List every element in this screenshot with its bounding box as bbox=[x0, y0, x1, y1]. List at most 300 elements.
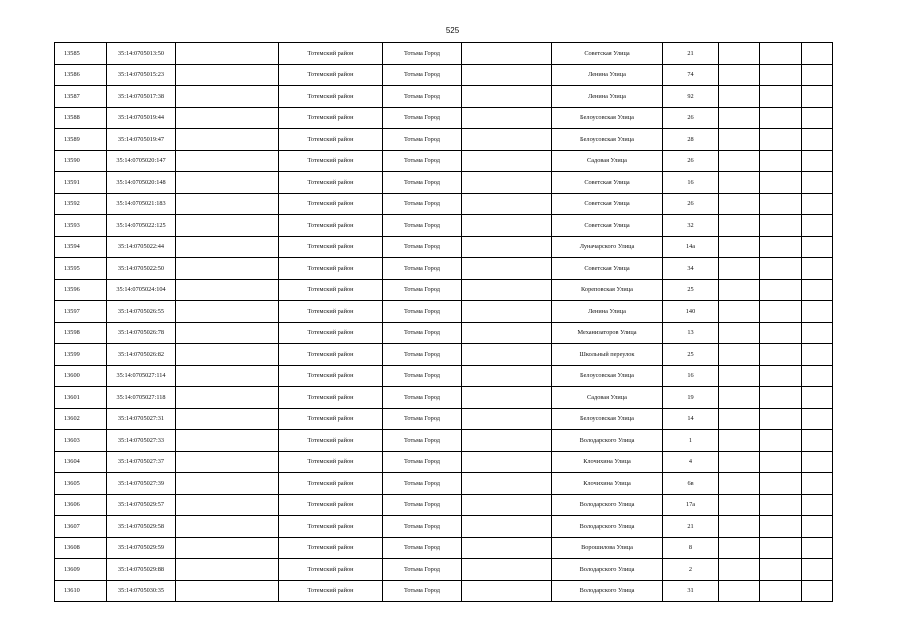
empty-cell bbox=[462, 64, 552, 86]
empty-cell bbox=[462, 279, 552, 301]
empty-cell bbox=[462, 516, 552, 538]
empty-cell bbox=[719, 150, 760, 172]
empty-cell bbox=[462, 451, 552, 473]
cadastral-number-cell: 35:14:0705019:44 bbox=[107, 107, 176, 129]
empty-cell bbox=[176, 365, 279, 387]
city-cell: Тотьма Город bbox=[383, 365, 462, 387]
district-cell: Тотемский район bbox=[279, 408, 383, 430]
district-cell: Тотемский район bbox=[279, 193, 383, 215]
city-cell: Тотьма Город bbox=[383, 494, 462, 516]
cadastral-number-cell: 35:14:0705024:104 bbox=[107, 279, 176, 301]
house-number-cell: 25 bbox=[663, 279, 719, 301]
district-cell: Тотемский район bbox=[279, 64, 383, 86]
table-row bbox=[55, 107, 833, 129]
street-cell: Ленина Улица bbox=[552, 64, 663, 86]
cadastral-number-cell: 35:14:0705027:37 bbox=[107, 451, 176, 473]
empty-cell bbox=[760, 408, 802, 430]
empty-cell bbox=[802, 344, 833, 366]
house-number-cell: 1 bbox=[663, 430, 719, 452]
city-cell: Тотьма Город bbox=[383, 279, 462, 301]
street-cell: Белоусовская Улица bbox=[552, 365, 663, 387]
street-cell: Механизаторов Улица bbox=[552, 322, 663, 344]
city-cell: Тотьма Город bbox=[383, 559, 462, 581]
empty-cell bbox=[760, 580, 802, 602]
street-cell: Садовая Улица bbox=[552, 150, 663, 172]
row-number-cell: 13587 bbox=[55, 86, 107, 108]
empty-cell bbox=[802, 43, 833, 65]
empty-cell bbox=[760, 365, 802, 387]
house-number-cell: 14а bbox=[663, 236, 719, 258]
house-number-cell: 26 bbox=[663, 193, 719, 215]
house-number-cell: 32 bbox=[663, 215, 719, 237]
empty-cell bbox=[719, 365, 760, 387]
row-number-cell: 13603 bbox=[55, 430, 107, 452]
house-number-cell: 14 bbox=[663, 408, 719, 430]
empty-cell bbox=[802, 129, 833, 151]
cadastral-number-cell: 35:14:0705027:33 bbox=[107, 430, 176, 452]
empty-cell bbox=[719, 86, 760, 108]
table-row bbox=[55, 279, 833, 301]
empty-cell bbox=[719, 408, 760, 430]
empty-cell bbox=[462, 344, 552, 366]
empty-cell bbox=[462, 537, 552, 559]
row-number-cell: 13602 bbox=[55, 408, 107, 430]
empty-cell bbox=[719, 516, 760, 538]
street-cell: Кореповская Улица bbox=[552, 279, 663, 301]
cadastral-number-cell: 35:14:0705022:44 bbox=[107, 236, 176, 258]
row-number-cell: 13601 bbox=[55, 387, 107, 409]
empty-cell bbox=[802, 430, 833, 452]
table-row bbox=[55, 387, 833, 409]
empty-cell bbox=[802, 494, 833, 516]
cadastral-number-cell: 35:14:0705013:50 bbox=[107, 43, 176, 65]
district-cell: Тотемский район bbox=[279, 580, 383, 602]
row-number-cell: 13598 bbox=[55, 322, 107, 344]
street-cell: Советская Улица bbox=[552, 215, 663, 237]
cadastral-number-cell: 35:14:0705017:38 bbox=[107, 86, 176, 108]
house-number-cell: 19 bbox=[663, 387, 719, 409]
district-cell: Тотемский район bbox=[279, 516, 383, 538]
empty-cell bbox=[719, 64, 760, 86]
empty-cell bbox=[176, 537, 279, 559]
empty-cell bbox=[760, 301, 802, 323]
empty-cell bbox=[802, 86, 833, 108]
empty-cell bbox=[176, 279, 279, 301]
empty-cell bbox=[176, 86, 279, 108]
empty-cell bbox=[719, 258, 760, 280]
district-cell: Тотемский район bbox=[279, 430, 383, 452]
cadastral-number-cell: 35:14:0705026:78 bbox=[107, 322, 176, 344]
empty-cell bbox=[462, 107, 552, 129]
empty-cell bbox=[462, 236, 552, 258]
district-cell: Тотемский район bbox=[279, 387, 383, 409]
empty-cell bbox=[462, 430, 552, 452]
house-number-cell: 31 bbox=[663, 580, 719, 602]
row-number-cell: 13605 bbox=[55, 473, 107, 495]
row-number-cell: 13593 bbox=[55, 215, 107, 237]
empty-cell bbox=[462, 580, 552, 602]
row-number-cell: 13597 bbox=[55, 301, 107, 323]
empty-cell bbox=[760, 43, 802, 65]
empty-cell bbox=[802, 193, 833, 215]
empty-cell bbox=[760, 430, 802, 452]
row-number-cell: 13585 bbox=[55, 43, 107, 65]
cadastral-number-cell: 35:14:0705022:50 bbox=[107, 258, 176, 280]
row-number-cell: 13594 bbox=[55, 236, 107, 258]
street-cell: Ленина Улица bbox=[552, 86, 663, 108]
empty-cell bbox=[719, 559, 760, 581]
row-number-cell: 13606 bbox=[55, 494, 107, 516]
empty-cell bbox=[462, 408, 552, 430]
city-cell: Тотьма Город bbox=[383, 215, 462, 237]
table-row bbox=[55, 64, 833, 86]
empty-cell bbox=[760, 537, 802, 559]
row-number-cell: 13586 bbox=[55, 64, 107, 86]
street-cell: Ленина Улица bbox=[552, 301, 663, 323]
empty-cell bbox=[176, 516, 279, 538]
empty-cell bbox=[760, 172, 802, 194]
city-cell: Тотьма Город bbox=[383, 258, 462, 280]
empty-cell bbox=[176, 580, 279, 602]
city-cell: Тотьма Город bbox=[383, 236, 462, 258]
row-number-cell: 13609 bbox=[55, 559, 107, 581]
empty-cell bbox=[176, 193, 279, 215]
city-cell: Тотьма Город bbox=[383, 107, 462, 129]
table-row bbox=[55, 43, 833, 65]
empty-cell bbox=[719, 107, 760, 129]
table-row bbox=[55, 559, 833, 581]
empty-cell bbox=[462, 322, 552, 344]
row-number-cell: 13607 bbox=[55, 516, 107, 538]
table-row bbox=[55, 301, 833, 323]
house-number-cell: 26 bbox=[663, 107, 719, 129]
empty-cell bbox=[176, 215, 279, 237]
empty-cell bbox=[176, 172, 279, 194]
row-number-cell: 13592 bbox=[55, 193, 107, 215]
empty-cell bbox=[176, 559, 279, 581]
cadastral-number-cell: 35:14:0705027:118 bbox=[107, 387, 176, 409]
house-number-cell: 6в bbox=[663, 473, 719, 495]
empty-cell bbox=[719, 172, 760, 194]
row-number-cell: 13588 bbox=[55, 107, 107, 129]
cadastral-number-cell: 35:14:0705026:82 bbox=[107, 344, 176, 366]
empty-cell bbox=[802, 408, 833, 430]
city-cell: Тотьма Город bbox=[383, 301, 462, 323]
street-cell: Володарского Улица bbox=[552, 430, 663, 452]
empty-cell bbox=[760, 279, 802, 301]
empty-cell bbox=[176, 430, 279, 452]
street-cell: Советская Улица bbox=[552, 43, 663, 65]
city-cell: Тотьма Город bbox=[383, 129, 462, 151]
empty-cell bbox=[176, 64, 279, 86]
house-number-cell: 21 bbox=[663, 516, 719, 538]
district-cell: Тотемский район bbox=[279, 258, 383, 280]
table-row bbox=[55, 365, 833, 387]
district-cell: Тотемский район bbox=[279, 279, 383, 301]
empty-cell bbox=[760, 129, 802, 151]
table-row bbox=[55, 537, 833, 559]
empty-cell bbox=[760, 344, 802, 366]
row-number-cell: 13589 bbox=[55, 129, 107, 151]
empty-cell bbox=[176, 301, 279, 323]
house-number-cell: 92 bbox=[663, 86, 719, 108]
empty-cell bbox=[760, 258, 802, 280]
empty-cell bbox=[802, 64, 833, 86]
row-number-cell: 13590 bbox=[55, 150, 107, 172]
empty-cell bbox=[760, 322, 802, 344]
empty-cell bbox=[176, 150, 279, 172]
house-number-cell: 13 bbox=[663, 322, 719, 344]
empty-cell bbox=[760, 107, 802, 129]
table-row bbox=[55, 215, 833, 237]
district-cell: Тотемский район bbox=[279, 172, 383, 194]
empty-cell bbox=[719, 473, 760, 495]
cadastral-number-cell: 35:14:0705027:114 bbox=[107, 365, 176, 387]
street-cell: Клочихина Улица bbox=[552, 473, 663, 495]
empty-cell bbox=[802, 258, 833, 280]
empty-cell bbox=[176, 43, 279, 65]
empty-cell bbox=[760, 387, 802, 409]
district-cell: Тотемский район bbox=[279, 537, 383, 559]
cadastral-number-cell: 35:14:0705027:31 bbox=[107, 408, 176, 430]
district-cell: Тотемский район bbox=[279, 322, 383, 344]
empty-cell bbox=[719, 301, 760, 323]
table-row bbox=[55, 258, 833, 280]
empty-cell bbox=[719, 215, 760, 237]
district-cell: Тотемский район bbox=[279, 451, 383, 473]
empty-cell bbox=[802, 215, 833, 237]
empty-cell bbox=[176, 387, 279, 409]
empty-cell bbox=[176, 258, 279, 280]
row-number-cell: 13596 bbox=[55, 279, 107, 301]
cadastral-number-cell: 35:14:0705015:23 bbox=[107, 64, 176, 86]
house-number-cell: 25 bbox=[663, 344, 719, 366]
house-number-cell: 17а bbox=[663, 494, 719, 516]
street-cell: Советская Улица bbox=[552, 193, 663, 215]
street-cell: Советская Улица bbox=[552, 172, 663, 194]
row-number-cell: 13604 bbox=[55, 451, 107, 473]
empty-cell bbox=[760, 451, 802, 473]
table-row bbox=[55, 430, 833, 452]
table-row bbox=[55, 150, 833, 172]
district-cell: Тотемский район bbox=[279, 473, 383, 495]
table-row bbox=[55, 86, 833, 108]
empty-cell bbox=[760, 86, 802, 108]
empty-cell bbox=[462, 494, 552, 516]
city-cell: Тотьма Город bbox=[383, 86, 462, 108]
empty-cell bbox=[176, 494, 279, 516]
empty-cell bbox=[462, 387, 552, 409]
empty-cell bbox=[719, 387, 760, 409]
empty-cell bbox=[760, 193, 802, 215]
house-number-cell: 2 bbox=[663, 559, 719, 581]
empty-cell bbox=[802, 236, 833, 258]
city-cell: Тотьма Город bbox=[383, 150, 462, 172]
row-number-cell: 13595 bbox=[55, 258, 107, 280]
empty-cell bbox=[719, 322, 760, 344]
city-cell: Тотьма Город bbox=[383, 516, 462, 538]
empty-cell bbox=[176, 473, 279, 495]
empty-cell bbox=[760, 494, 802, 516]
house-number-cell: 140 bbox=[663, 301, 719, 323]
city-cell: Тотьма Город bbox=[383, 537, 462, 559]
district-cell: Тотемский район bbox=[279, 107, 383, 129]
table-row bbox=[55, 193, 833, 215]
cadastral-number-cell: 35:14:0705020:148 bbox=[107, 172, 176, 194]
table-row bbox=[55, 451, 833, 473]
house-number-cell: 28 bbox=[663, 129, 719, 151]
empty-cell bbox=[719, 430, 760, 452]
empty-cell bbox=[802, 301, 833, 323]
empty-cell bbox=[462, 86, 552, 108]
empty-cell bbox=[462, 172, 552, 194]
empty-cell bbox=[176, 344, 279, 366]
empty-cell bbox=[462, 301, 552, 323]
empty-cell bbox=[176, 107, 279, 129]
cadastral-number-cell: 35:14:0705020:147 bbox=[107, 150, 176, 172]
empty-cell bbox=[719, 344, 760, 366]
empty-cell bbox=[719, 451, 760, 473]
district-cell: Тотемский район bbox=[279, 215, 383, 237]
street-cell: Володарского Улица bbox=[552, 516, 663, 538]
house-number-cell: 34 bbox=[663, 258, 719, 280]
city-cell: Тотьма Город bbox=[383, 172, 462, 194]
table-row bbox=[55, 408, 833, 430]
empty-cell bbox=[802, 516, 833, 538]
empty-cell bbox=[176, 322, 279, 344]
street-cell: Володарского Улица bbox=[552, 580, 663, 602]
empty-cell bbox=[802, 279, 833, 301]
page-number: 525 bbox=[445, 26, 460, 35]
empty-cell bbox=[719, 494, 760, 516]
cadastral-number-cell: 35:14:0705029:57 bbox=[107, 494, 176, 516]
house-number-cell: 21 bbox=[663, 43, 719, 65]
house-number-cell: 8 bbox=[663, 537, 719, 559]
city-cell: Тотьма Город bbox=[383, 387, 462, 409]
city-cell: Тотьма Город bbox=[383, 344, 462, 366]
empty-cell bbox=[462, 559, 552, 581]
house-number-cell: 26 bbox=[663, 150, 719, 172]
empty-cell bbox=[462, 129, 552, 151]
district-cell: Тотемский район bbox=[279, 150, 383, 172]
street-cell: Володарского Улица bbox=[552, 559, 663, 581]
empty-cell bbox=[802, 537, 833, 559]
city-cell: Тотьма Город bbox=[383, 322, 462, 344]
street-cell: Володарского Улица bbox=[552, 494, 663, 516]
street-cell: Белоусовская Улица bbox=[552, 129, 663, 151]
city-cell: Тотьма Город bbox=[383, 430, 462, 452]
table-row bbox=[55, 129, 833, 151]
house-number-cell: 16 bbox=[663, 365, 719, 387]
table-row bbox=[55, 236, 833, 258]
cadastral-number-cell: 35:14:0705019:47 bbox=[107, 129, 176, 151]
empty-cell bbox=[462, 215, 552, 237]
registry-rows bbox=[55, 43, 833, 602]
empty-cell bbox=[176, 236, 279, 258]
street-cell: Белоусовская Улица bbox=[552, 408, 663, 430]
city-cell: Тотьма Город bbox=[383, 64, 462, 86]
house-number-cell: 16 bbox=[663, 172, 719, 194]
empty-cell bbox=[802, 107, 833, 129]
empty-cell bbox=[802, 365, 833, 387]
empty-cell bbox=[462, 365, 552, 387]
district-cell: Тотемский район bbox=[279, 494, 383, 516]
empty-cell bbox=[760, 559, 802, 581]
row-number-cell: 13600 bbox=[55, 365, 107, 387]
empty-cell bbox=[802, 451, 833, 473]
registry-table bbox=[54, 42, 833, 602]
empty-cell bbox=[719, 129, 760, 151]
district-cell: Тотемский район bbox=[279, 129, 383, 151]
cadastral-number-cell: 35:14:0705027:39 bbox=[107, 473, 176, 495]
empty-cell bbox=[760, 236, 802, 258]
empty-cell bbox=[719, 580, 760, 602]
empty-cell bbox=[176, 451, 279, 473]
empty-cell bbox=[719, 236, 760, 258]
empty-cell bbox=[760, 516, 802, 538]
district-cell: Тотемский район bbox=[279, 344, 383, 366]
house-number-cell: 74 bbox=[663, 64, 719, 86]
empty-cell bbox=[802, 559, 833, 581]
empty-cell bbox=[176, 408, 279, 430]
empty-cell bbox=[802, 322, 833, 344]
street-cell: Советская Улица bbox=[552, 258, 663, 280]
row-number-cell: 13608 bbox=[55, 537, 107, 559]
cadastral-number-cell: 35:14:0705030:35 bbox=[107, 580, 176, 602]
district-cell: Тотемский район bbox=[279, 559, 383, 581]
empty-cell bbox=[760, 64, 802, 86]
cadastral-number-cell: 35:14:0705029:88 bbox=[107, 559, 176, 581]
empty-cell bbox=[176, 129, 279, 151]
empty-cell bbox=[719, 537, 760, 559]
district-cell: Тотемский район bbox=[279, 365, 383, 387]
empty-cell bbox=[760, 215, 802, 237]
cadastral-number-cell: 35:14:0705026:55 bbox=[107, 301, 176, 323]
cadastral-number-cell: 35:14:0705029:59 bbox=[107, 537, 176, 559]
house-number-cell: 4 bbox=[663, 451, 719, 473]
empty-cell bbox=[462, 150, 552, 172]
city-cell: Тотьма Город bbox=[383, 193, 462, 215]
district-cell: Тотемский район bbox=[279, 86, 383, 108]
district-cell: Тотемский район bbox=[279, 236, 383, 258]
empty-cell bbox=[760, 473, 802, 495]
city-cell: Тотьма Город bbox=[383, 408, 462, 430]
street-cell: Садовая Улица bbox=[552, 387, 663, 409]
empty-cell bbox=[462, 473, 552, 495]
empty-cell bbox=[802, 150, 833, 172]
street-cell: Школьный переулок bbox=[552, 344, 663, 366]
cadastral-number-cell: 35:14:0705021:183 bbox=[107, 193, 176, 215]
table-row bbox=[55, 473, 833, 495]
street-cell: Ворошилова Улица bbox=[552, 537, 663, 559]
empty-cell bbox=[462, 193, 552, 215]
city-cell: Тотьма Город bbox=[383, 451, 462, 473]
empty-cell bbox=[802, 580, 833, 602]
street-cell: Луначарского Улица bbox=[552, 236, 663, 258]
empty-cell bbox=[462, 43, 552, 65]
city-cell: Тотьма Город bbox=[383, 43, 462, 65]
empty-cell bbox=[719, 279, 760, 301]
district-cell: Тотемский район bbox=[279, 43, 383, 65]
street-cell: Клочихина Улица bbox=[552, 451, 663, 473]
table-row bbox=[55, 580, 833, 602]
row-number-cell: 13599 bbox=[55, 344, 107, 366]
table-row bbox=[55, 516, 833, 538]
cadastral-number-cell: 35:14:0705022:125 bbox=[107, 215, 176, 237]
street-cell: Белоусовская Улица bbox=[552, 107, 663, 129]
table-row bbox=[55, 172, 833, 194]
row-number-cell: 13610 bbox=[55, 580, 107, 602]
